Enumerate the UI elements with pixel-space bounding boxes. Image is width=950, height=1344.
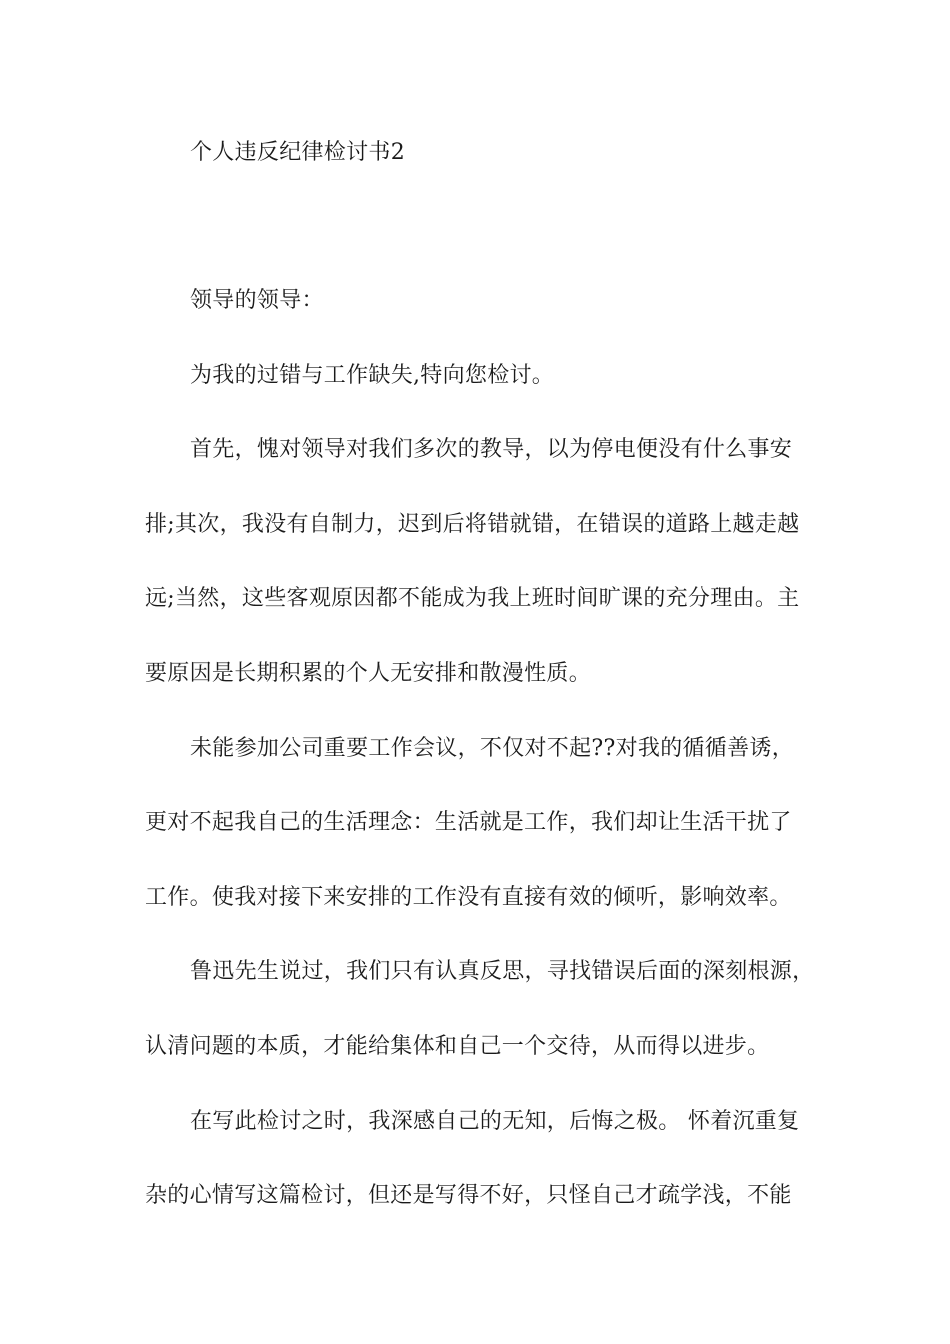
paragraph-line: 首先，愧对领导对我们多次的教导，以为停电便没有什么事安 [190,437,793,462]
document-title: 个人违反纪律检讨书2 [190,140,405,165]
paragraph-line: 杂的心情写这篇检讨，但还是写得不好，只怪自己才疏学浅，不能 [145,1183,792,1208]
paragraph-line: 要原因是长期积累的个人无安排和散漫性质。 [145,661,592,686]
paragraph-line: 工作。使我对接下来安排的工作没有直接有效的倾听，影响效率。 [145,885,792,910]
paragraph-line: 更对不起我自己的生活理念：生活就是工作，我们却让生活干扰了 [145,810,792,835]
paragraph-line: 鲁迅先生说过，我们只有认真反思，寻找错误后面的深刻根源， [190,959,815,984]
paragraph-line: 远;当然，这些客观原因都不能成为我上班时间旷课的充分理由。主 [145,586,800,611]
paragraph-line: 未能参加公司重要工作会议，不仅对不起??对我的循循善诱， [190,736,794,761]
paragraph-line: 在写此检讨之时，我深感自己的无知，后悔之极。 怀着沉重复 [190,1109,800,1134]
paragraph-line: 认清问题的本质，才能给集体和自己一个交待，从而得以进步。 [145,1034,770,1059]
paragraph-line: 排;其次，我没有自制力，迟到后将错就错，在错误的道路上越走越 [145,512,800,537]
salutation-line: 领导的领导： [190,288,324,313]
paragraph-line: 为我的过错与工作缺失,特向您检讨。 [190,363,555,388]
